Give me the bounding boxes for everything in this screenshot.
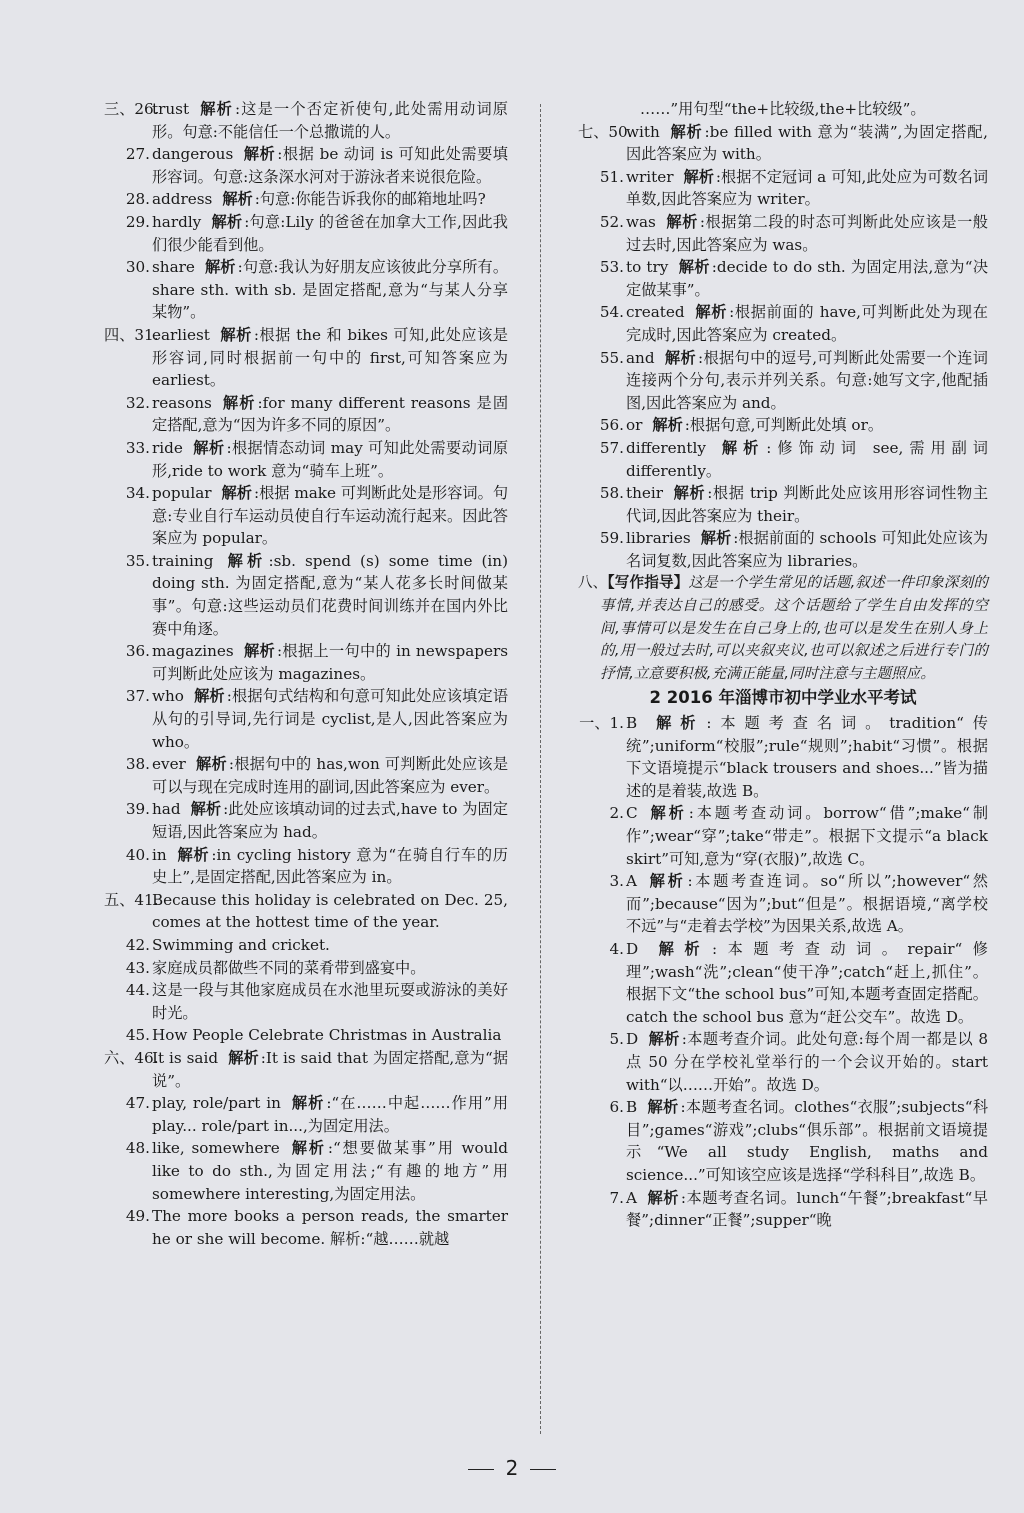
explanation-text: :根据 the 和 bikes 可知,此处应该是形容词,同时根据前一句中的 first,可知答案应为 earliest。 bbox=[152, 325, 508, 390]
answer-entry bbox=[104, 392, 508, 437]
answer-word: B bbox=[626, 1098, 638, 1117]
answer-entry bbox=[578, 256, 988, 301]
analysis-label: 解析 bbox=[694, 303, 728, 322]
answer-entry bbox=[104, 437, 508, 482]
answer-word: their bbox=[626, 484, 663, 503]
answer-word: earliest bbox=[152, 325, 210, 344]
guide-number: 八、 bbox=[578, 574, 608, 592]
answer-word: was bbox=[626, 212, 656, 231]
answer-word: A bbox=[626, 1188, 637, 1207]
answer-entry bbox=[104, 1024, 508, 1047]
answer-word: popular bbox=[152, 484, 212, 503]
analysis-label: 解析 bbox=[211, 212, 243, 231]
answer-entry bbox=[578, 437, 988, 482]
answer-word: D bbox=[626, 939, 639, 958]
answer-word: with bbox=[626, 122, 660, 141]
answer-entry bbox=[104, 324, 508, 392]
answer-word: like, somewhere bbox=[152, 1139, 280, 1158]
analysis-label: 解析 bbox=[647, 1098, 679, 1117]
analysis-label: 解析 bbox=[647, 714, 705, 733]
item-number: 54. bbox=[599, 303, 624, 322]
analysis-label: 解析 bbox=[665, 212, 698, 231]
explanation-text: :decide to do sth. 为固定用法,意为“决定做某事”。 bbox=[626, 258, 989, 299]
explanation-text: :根据不定冠词 a 可知,此处应为可数名词单数,因此答案应为 writer。 bbox=[626, 167, 989, 209]
item-number: 39. bbox=[125, 800, 150, 819]
analysis-label: 解析 bbox=[289, 1139, 326, 1158]
column-divider bbox=[540, 104, 541, 1434]
explanation-text: :be filled with 意为“装满”,为固定搭配,因此答案应为 with。 bbox=[626, 122, 989, 164]
item-number: 53. bbox=[599, 258, 624, 277]
answer-word: trust bbox=[152, 100, 190, 118]
answer-entry bbox=[104, 1137, 508, 1205]
item-number: 34. bbox=[125, 484, 150, 503]
explanation-text: :根据 be 动词 is 可知此处需要填形容词。句意:这条深水河对于游泳者来说很危险。 bbox=[152, 145, 508, 186]
explanation-text: :本题考查名词。tradition“传统”;uniform“校服”;rule“规则”;habit“习惯”。根据下文语境提示“black trousers and shoes...”皆为描述的是着装,故选 B。 bbox=[626, 714, 988, 800]
item-number: 29. bbox=[125, 212, 150, 231]
answer-word: magazines bbox=[152, 642, 234, 661]
explanation-text: :本题考查动词。borrow“借”;make“制作”;wear“穿”;take“带走”。根据下文提示“a black skirt”可知,意为“穿(衣服)”,故选 C。 bbox=[626, 804, 989, 868]
answer-entry bbox=[104, 98, 508, 143]
answer-entry bbox=[104, 143, 508, 188]
explanation-text: 这是一段与其他家庭成员在水池里玩耍或游泳的美好时光。 bbox=[152, 981, 508, 1022]
analysis-label: 解析 bbox=[669, 122, 703, 141]
analysis-label: 解析 bbox=[683, 167, 714, 186]
explanation-text: :句意:Lily 的爸爸在加拿大工作,因此我们很少能看到他。 bbox=[152, 212, 508, 254]
explanation-text: The more books a person reads, the smarter he or she will become. 解析:“越……就越 bbox=[152, 1207, 508, 1248]
analysis-label: 解析 bbox=[646, 1188, 679, 1207]
answer-entry bbox=[104, 550, 508, 640]
item-number: 58. bbox=[599, 484, 624, 503]
item-number: 47. bbox=[125, 1094, 150, 1113]
answer-entry bbox=[578, 347, 988, 415]
answer-word: who bbox=[152, 687, 184, 706]
answer-word: had bbox=[152, 800, 181, 819]
analysis-label: 解析 bbox=[228, 1048, 259, 1067]
analysis-label: 解析 bbox=[199, 100, 233, 118]
answer-entry bbox=[578, 211, 988, 256]
answer-entry bbox=[104, 685, 508, 753]
item-number: 4. bbox=[609, 939, 624, 958]
explanation-text: :本题考查连词。so“所以”;however“然而”;because“因为”;but“但是”。根据语境,“离学校不远”与“走着去学校”为因果关系,故选 A。 bbox=[626, 872, 988, 936]
item-number: 三、26. bbox=[104, 100, 159, 118]
explanation-text: :本题考查名词。lunch“午餐”;breakfast“早餐”;dinner“正餐”;supper“晚 bbox=[626, 1188, 988, 1230]
explanation-text: :此处应该填动词的过去式,have to 为固定短语,因此答案应为 had。 bbox=[152, 800, 508, 841]
item-number: 59. bbox=[599, 529, 624, 548]
answer-entry bbox=[104, 256, 508, 324]
answer-entry bbox=[104, 889, 508, 934]
explanation-text: :根据前面的 schools 可知此处应该为名词复数,因此答案应为 libraries。 bbox=[626, 529, 989, 570]
answer-word: hardly bbox=[152, 212, 202, 231]
answer-entry bbox=[578, 938, 988, 1028]
answer-entry bbox=[578, 414, 988, 437]
answer-entry bbox=[104, 188, 508, 211]
answer-entry bbox=[578, 1187, 988, 1232]
answer-entry bbox=[104, 1092, 508, 1137]
explanation-text: :“想要做某事”用 would like to do sth.,为固定用法;“有趣的地方”用 somewhere interesting,为固定用法。 bbox=[152, 1139, 509, 1203]
answer-word: in bbox=[152, 845, 167, 864]
analysis-label: 解析 bbox=[648, 1030, 680, 1049]
analysis-label: 解析 bbox=[221, 484, 252, 503]
item-number: 42. bbox=[125, 935, 150, 954]
item-number: 35. bbox=[125, 551, 150, 570]
answer-entry bbox=[578, 870, 988, 938]
answer-word: reasons bbox=[152, 393, 212, 412]
answer-word: libraries bbox=[626, 529, 691, 548]
answer-entry bbox=[104, 934, 508, 957]
item-number: 38. bbox=[125, 755, 150, 774]
item-number: 28. bbox=[125, 190, 150, 209]
explanation-text: :根据句式结构和句意可知此处应该填定语从句的引导词,先行词是 cyclist,是人,因此答案应为 who。 bbox=[152, 687, 509, 751]
right-entries bbox=[578, 121, 988, 573]
analysis-label: 解析 bbox=[176, 845, 210, 864]
explanation-text: Because this holiday is celebrated on Dec. 25, comes at the hottest time of the year. bbox=[152, 890, 508, 932]
explanation-text: :根据第二段的时态可判断此处应该是一般过去时,因此答案应为 was。 bbox=[626, 212, 988, 254]
explanation-text: :本题考查动词。repair“修理”;wash“洗”;clean“使干净”;catch“赶上,抓住”。根据下文“the school bus”可知,本题考查固定搭配。catch the school bus 意为“赶公交车”。故选 D。 bbox=[626, 939, 988, 1026]
analysis-label: 解析 bbox=[290, 1094, 325, 1113]
explanation-text: :修饰动词 see,需用副词 differently。 bbox=[626, 438, 988, 480]
item-number: 45. bbox=[125, 1026, 150, 1045]
item-number: 36. bbox=[125, 642, 150, 661]
explanation-text: :sb. spend (s) some time (in) doing sth. 为固定搭配,意为“某人花多长时间做某事”。句意:这些运动员们花费时间训练并在国内外比赛中角逐。 bbox=[152, 551, 508, 638]
analysis-label: 解析 bbox=[222, 190, 253, 209]
explanation-text: :根据句中的 has,won 可判断此处应该是可以与现在完成时连用的副词,因此答案应为 ever。 bbox=[152, 755, 509, 796]
explanation-text: :“在……中起……作用”用 play... role/part in...,为固定用法。 bbox=[152, 1094, 509, 1135]
answer-word: B bbox=[626, 714, 638, 733]
answer-word: address bbox=[152, 190, 213, 209]
answer-entry bbox=[578, 166, 988, 211]
analysis-label: 解析 bbox=[652, 416, 683, 435]
analysis-label: 解析 bbox=[204, 258, 236, 277]
analysis-label: 解析 bbox=[243, 642, 275, 661]
analysis-label: 解析 bbox=[195, 755, 227, 774]
explanation-text: :It is said that 为固定搭配,意为“据说”。 bbox=[152, 1048, 509, 1090]
answer-entry bbox=[578, 1096, 988, 1186]
answer-word: play, role/part in bbox=[152, 1094, 281, 1113]
answer-word: and bbox=[626, 348, 655, 367]
answer-entry bbox=[578, 802, 988, 870]
item-number: 一、1. bbox=[579, 714, 624, 733]
analysis-label: 解析 bbox=[648, 939, 711, 958]
answer-word: to try bbox=[626, 258, 669, 277]
answer-entry bbox=[104, 482, 508, 550]
answer-entry bbox=[578, 527, 988, 572]
answer-word: differently bbox=[626, 438, 706, 457]
item-number: 30. bbox=[125, 258, 150, 277]
page-footer bbox=[0, 1456, 1024, 1480]
analysis-label: 解析 bbox=[221, 393, 256, 412]
explanation-text: :for many different reasons 是固定搭配,意为“因为许多不同的原因”。 bbox=[152, 393, 509, 435]
footer-dash-right bbox=[530, 1469, 556, 1470]
analysis-label: 解析 bbox=[219, 325, 252, 344]
guide-heading: 【写作指导】 bbox=[600, 574, 689, 592]
explanation-text: :根据句中的逗号,可判断此处需要一个连词连接两个分句,表示并列关系。句意:她写文字,他配插图,因此答案应为 and。 bbox=[626, 348, 988, 412]
answer-entry bbox=[578, 482, 988, 527]
explanation-text: :这是一个否定祈使句,此处需用动词原形。句意:不能信任一个总撒谎的人。 bbox=[152, 100, 508, 141]
explanation-text: Swimming and cricket. bbox=[152, 935, 330, 954]
analysis-label: 解析 bbox=[673, 484, 706, 503]
explanation-text: :根据上一句中的 in newspapers 可判断此处应该为 magazines。 bbox=[152, 642, 509, 683]
answer-word: writer bbox=[626, 167, 674, 186]
explanation-text: :本题考查名词。clothes“衣服”;subjects“科目”;games“游戏”;clubs“俱乐部”。根据前文语境提示“We all study English, maths and science...”可知该空应该是选择“学科科目”,故选 B。 bbox=[626, 1098, 989, 1184]
explanation-text: :句意:你能告诉我你的邮箱地址吗? bbox=[254, 190, 486, 209]
item-number: 33. bbox=[125, 438, 150, 457]
answer-entry bbox=[104, 1205, 508, 1250]
explanation-text: :本题考查介词。此处句意:每个周一都是以 8 点 50 分在学校礼堂举行的一个会议开始的。start with“以……开始”。故选 D。 bbox=[626, 1030, 988, 1094]
answer-entry bbox=[578, 121, 988, 166]
item-number: 51. bbox=[599, 167, 624, 186]
analysis-label: 解析 bbox=[193, 687, 225, 706]
answer-word: A bbox=[626, 872, 637, 891]
item-number: 四、31. bbox=[104, 325, 159, 344]
item-number: 5. bbox=[609, 1030, 624, 1049]
section-title: 2 2016 年淄博市初中学业水平考试 bbox=[649, 688, 917, 708]
answer-word: training bbox=[152, 551, 214, 570]
item-number: 27. bbox=[125, 145, 150, 164]
answer-entry bbox=[578, 1028, 988, 1096]
answer-word: ride bbox=[152, 438, 183, 457]
item-number: 52. bbox=[599, 212, 624, 231]
analysis-label: 解析 bbox=[192, 438, 225, 457]
answer-word: dangerous bbox=[152, 145, 234, 164]
item-number: 2. bbox=[609, 804, 624, 823]
answer-word: or bbox=[626, 416, 643, 435]
explanation-text: :根据句意,可判断此处填 or。 bbox=[684, 416, 884, 435]
analysis-label: 解析 bbox=[647, 804, 687, 823]
item-number: 40. bbox=[125, 845, 150, 864]
answer-entry bbox=[104, 640, 508, 685]
explanation-text: :根据前面的 have,可判断此处为现在完成时,因此答案应为 created。 bbox=[626, 303, 988, 344]
answer-entry bbox=[578, 712, 988, 802]
item-number: 43. bbox=[125, 958, 150, 977]
right-entries-2 bbox=[578, 712, 988, 1232]
continued-explanation: ……”用句型“the+比较级,the+比较级”。 bbox=[640, 100, 926, 118]
item-number: 57. bbox=[599, 438, 624, 457]
answer-entry bbox=[104, 1047, 508, 1092]
item-number: 49. bbox=[125, 1207, 150, 1226]
analysis-label: 解析 bbox=[715, 438, 765, 457]
item-number: 55. bbox=[599, 348, 624, 367]
answer-word: D bbox=[626, 1030, 639, 1049]
item-number: 37. bbox=[125, 687, 150, 706]
answer-word: share bbox=[152, 258, 195, 277]
analysis-label: 解析 bbox=[190, 800, 222, 819]
explanation-text: :根据情态动词 may 可知此处需要动词原形,ride to work 意为“骑车上班”。 bbox=[152, 438, 509, 480]
guide-text: 这是一个学生常见的话题,叙述一件印象深刻的事情,并表达自己的感受。这个话题给了学生自由发挥的空间,事情可以是发生在自己身上的,也可以是发生在别人身上的,用一般过去时,可以夹叙夹议,也可以叙述之后进行专门的抒情,立意要积极,充满正能量,同时注意与主题照应。 bbox=[600, 574, 988, 682]
answer-entry bbox=[578, 301, 988, 346]
answer-entry bbox=[104, 211, 508, 256]
item-number: 6. bbox=[609, 1098, 624, 1117]
item-number: 56. bbox=[599, 416, 624, 435]
item-number: 7. bbox=[609, 1188, 624, 1207]
answer-entry bbox=[104, 844, 508, 889]
explanation-text: How People Celebrate Christmas in Australia bbox=[152, 1026, 502, 1045]
analysis-label: 解析 bbox=[223, 551, 267, 570]
item-number: 六、46. bbox=[104, 1048, 159, 1067]
explanation-text: 家庭成员都做些不同的菜肴带到盛宴中。 bbox=[152, 958, 426, 977]
explanation-text: :句意:我认为好朋友应该彼此分享所有。share sth. with sb. 是固定搭配,意为“与某人分享某物”。 bbox=[152, 258, 509, 322]
answer-entry bbox=[104, 957, 508, 980]
explanation-text: :根据 trip 判断此处应该用形容词性物主代词,因此答案应为 their。 bbox=[626, 484, 989, 525]
item-number: 44. bbox=[125, 981, 150, 1000]
footer-dash-left bbox=[468, 1469, 494, 1470]
answer-word: C bbox=[626, 804, 638, 823]
page-number: 2 bbox=[505, 1456, 519, 1480]
left-column bbox=[104, 98, 508, 1250]
analysis-label: 解析 bbox=[646, 872, 686, 891]
item-number: 五、41. bbox=[104, 890, 159, 909]
right-column bbox=[578, 98, 988, 1232]
explanation-text: :in cycling history 意为“在骑自行车的历史上”,是固定搭配,因此答案应为 in。 bbox=[152, 845, 508, 887]
answer-word: created bbox=[626, 303, 685, 322]
analysis-label: 解析 bbox=[243, 145, 276, 164]
answer-entry bbox=[104, 798, 508, 843]
answer-word: It is said bbox=[152, 1048, 219, 1067]
item-number: 七、50. bbox=[578, 122, 633, 141]
item-number: 48. bbox=[125, 1139, 150, 1158]
analysis-label: 解析 bbox=[678, 258, 710, 277]
analysis-label: 解析 bbox=[664, 348, 696, 367]
answer-entry bbox=[104, 753, 508, 798]
item-number: 32. bbox=[125, 393, 150, 412]
writing-guide bbox=[578, 572, 988, 685]
answer-word: ever bbox=[152, 755, 186, 774]
item-number: 3. bbox=[609, 872, 624, 891]
answer-entry bbox=[104, 979, 508, 1024]
explanation-text: :根据 make 可判断此处是形容词。句意:专业自行车运动员使自行车运动流行起来。因此答案应为 popular。 bbox=[152, 484, 509, 548]
analysis-label: 解析 bbox=[700, 529, 732, 548]
